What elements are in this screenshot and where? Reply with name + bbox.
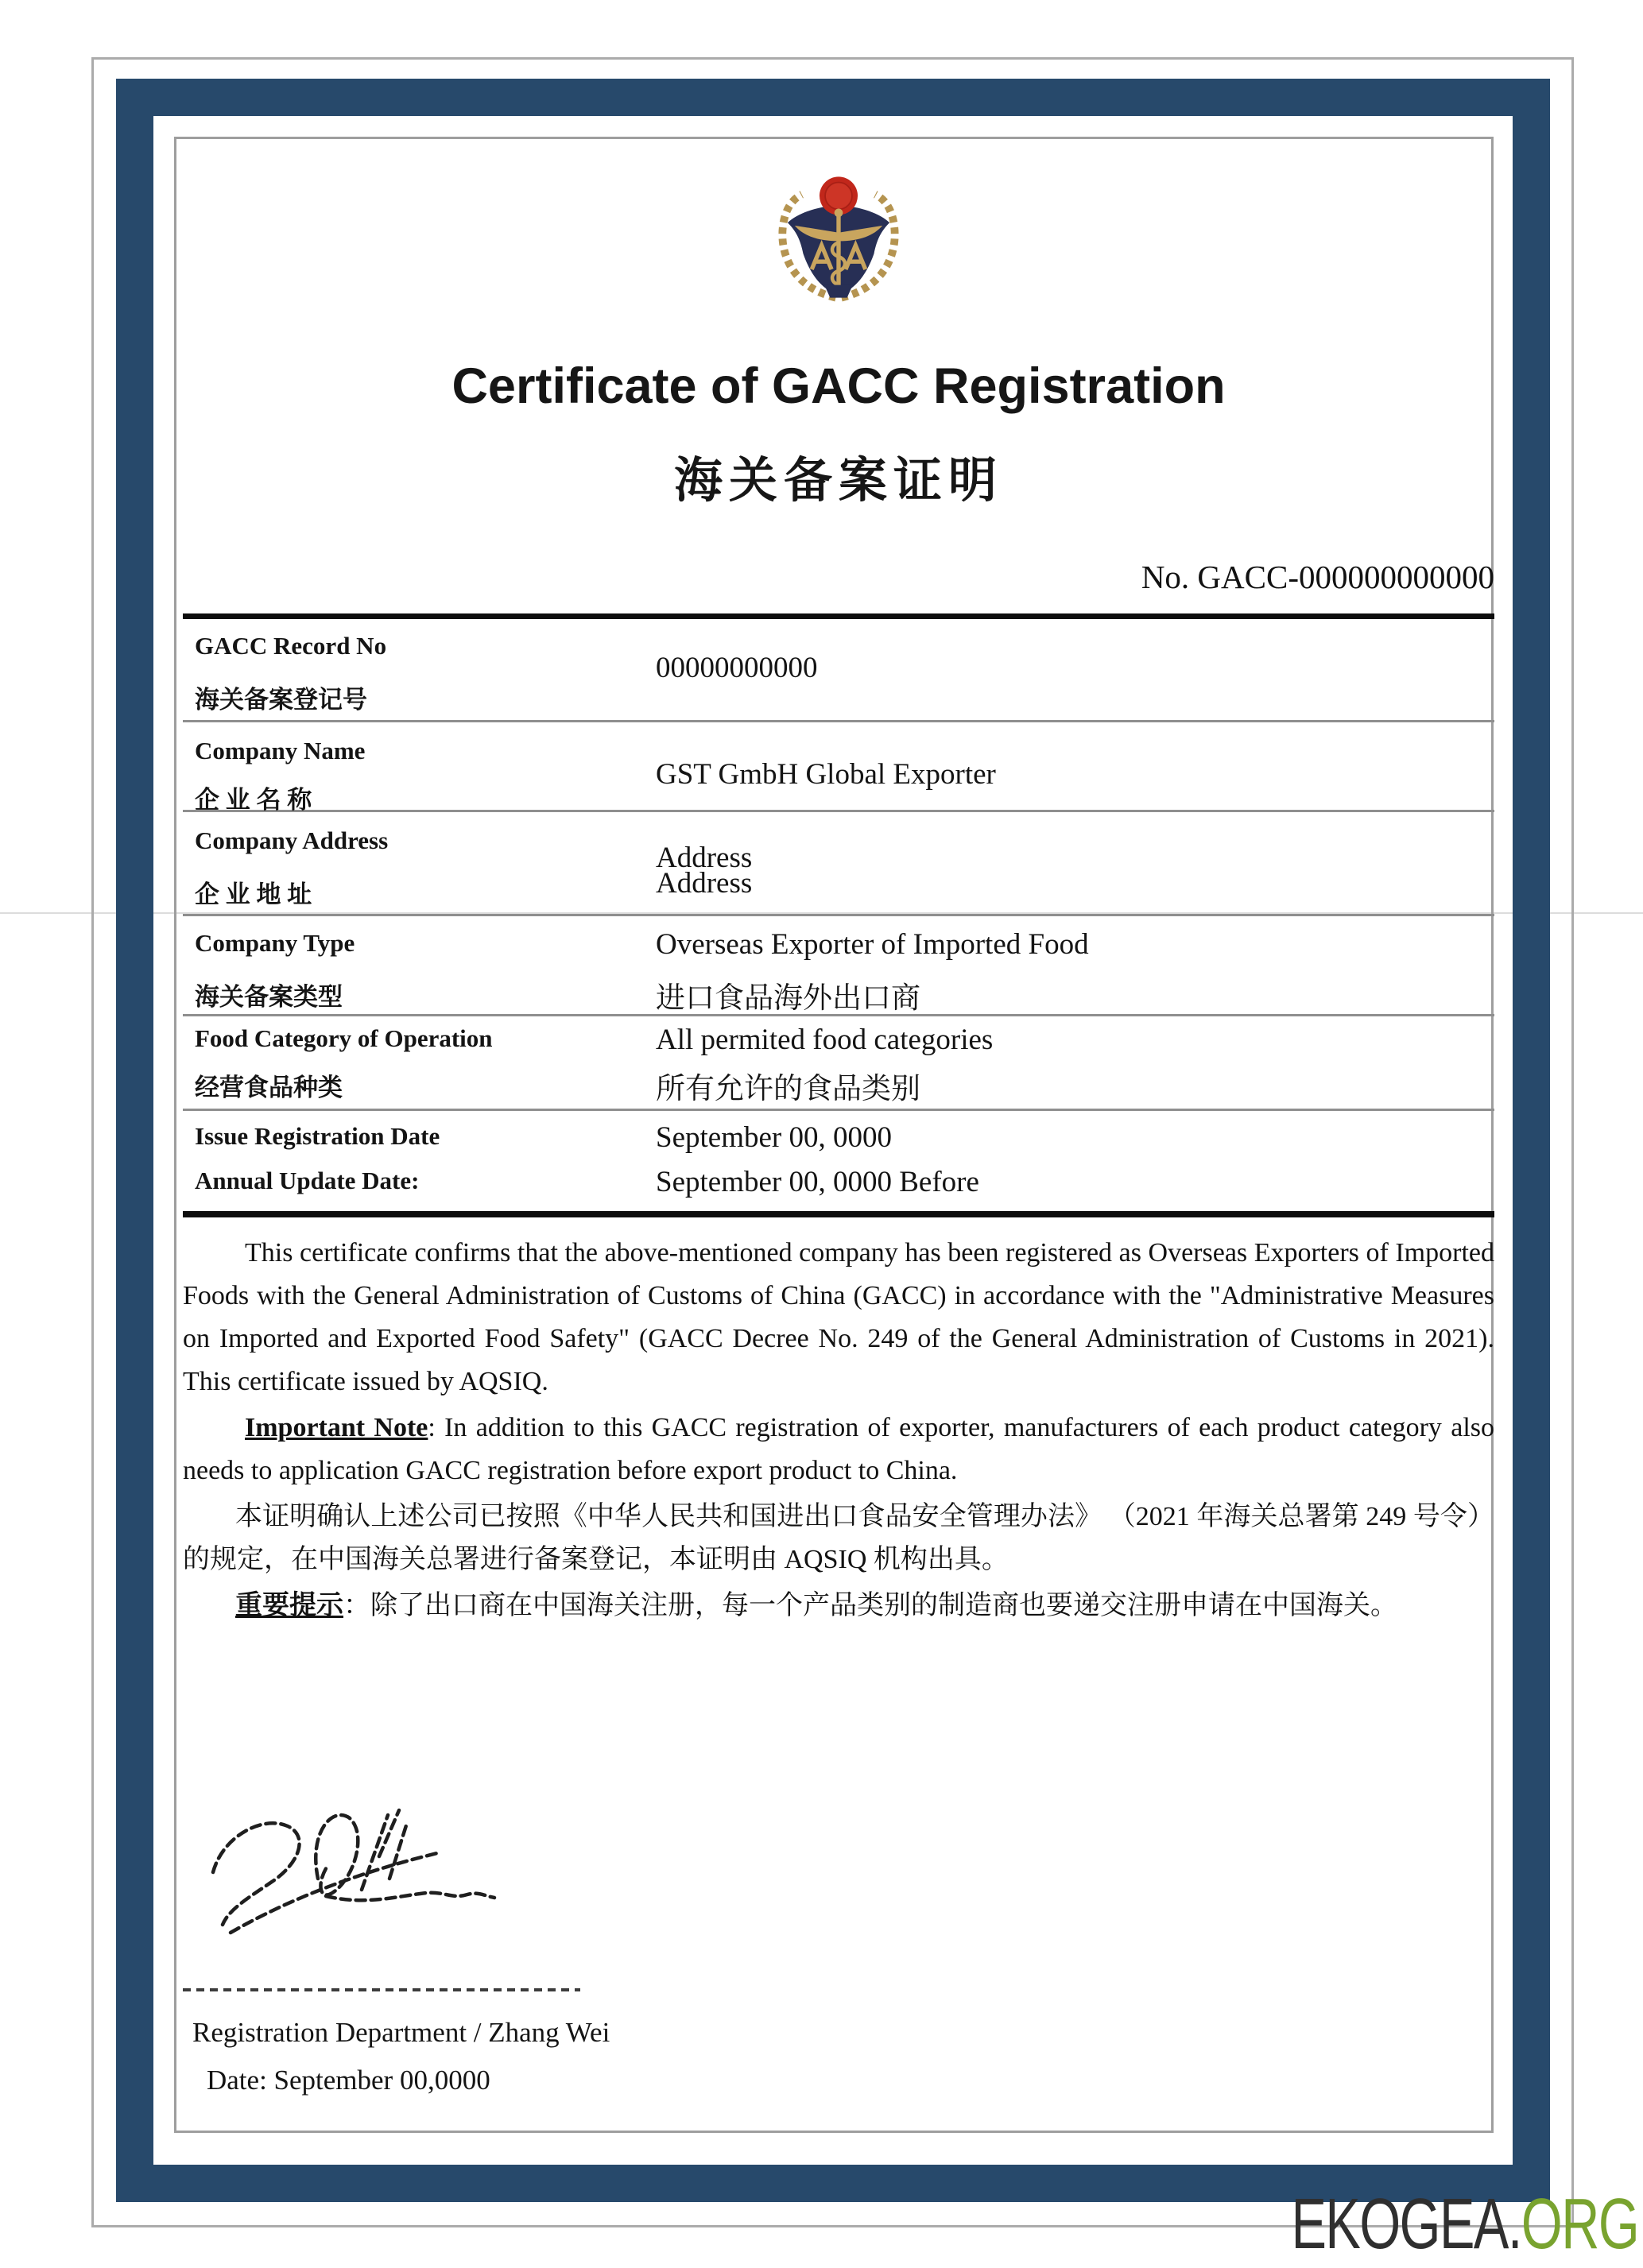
row-label-chinese: 经营食品种类 — [195, 1074, 343, 1101]
row-label-chinese: 海关备案登记号 — [195, 686, 367, 714]
important-note-english: Important Note: In addition to this GACC registration of exporter, manufacturers of each product category also needs to application GACC registration before export product to China. — [183, 1413, 1494, 1485]
certificate-body-text — [183, 1232, 1494, 1627]
row-value-chinese: 所有允许的食品类别 — [656, 1073, 920, 1105]
important-note-chinese: 重要提示：除了出口商在中国海关注册，每一个产品类别的制造商也要递交注册申请在中国海关。 — [235, 1591, 1397, 1620]
ekogea-watermark-tld: ORG — [1521, 2185, 1638, 2264]
important-note-label: Important Note — [245, 1413, 428, 1442]
table-row-gacc-record-no — [183, 619, 1494, 722]
issue-date-label: Issue Registration Date — [195, 1122, 440, 1150]
signature-date-line: Date: September 00,0000 — [207, 2065, 490, 2096]
row-value-line1: Address — [656, 842, 753, 874]
emblem-container — [183, 172, 1494, 307]
table-row-company-name — [183, 722, 1494, 812]
table-row-company-address — [183, 812, 1494, 916]
certificate-number: No. GACC-000000000000 — [1141, 559, 1494, 595]
certificate-title-chinese: 海关备案证明 — [673, 455, 1003, 508]
issue-date-value: September 00, 0000 — [656, 1121, 892, 1154]
ekogea-watermark-name: EKOGEA. — [1291, 2185, 1521, 2264]
annual-update-label: Annual Update Date: — [195, 1167, 420, 1194]
row-value-english: All permited food categories — [656, 1024, 994, 1056]
row-label-english: Food Category of Operation — [195, 1024, 493, 1052]
signature-divider-line — [183, 1988, 580, 1991]
row-label-chinese: 企 业 名 称 — [195, 786, 312, 814]
row-value-english: Overseas Exporter of Imported Food — [656, 928, 1089, 961]
row-value-line2: Address — [656, 867, 753, 900]
row-label-english: GACC Record No — [195, 632, 387, 660]
ekogea-watermark — [1291, 2184, 1638, 2266]
handwritten-signature-icon — [199, 1777, 612, 1960]
signature-container — [199, 1777, 612, 1960]
important-note-label-chinese: 重要提示 — [235, 1591, 343, 1620]
confirmation-paragraph-english: This certificate confirms that the above-mentioned company has been registered as Overseas Exporters of Imported Foods with the General Administration of Customs of China (GACC) in accordance with the "Administrative Measures on Imported and Exported Food Safety" (GACC Decree No. 249 of the General Administration of Customs in 2021). This certificate issued by AQSIQ. — [183, 1238, 1494, 1396]
row-value: GST GmbH Global Exporter — [656, 758, 996, 791]
table-row-dates — [183, 1111, 1494, 1211]
table-row-food-category — [183, 1016, 1494, 1111]
table-row-company-type — [183, 916, 1494, 1016]
china-customs-emblem-icon — [768, 172, 909, 303]
registration-details-table — [183, 613, 1494, 1217]
row-value: 00000000000 — [656, 652, 818, 684]
row-label-english: Company Name — [195, 737, 366, 764]
row-label-chinese: 企 业 地 址 — [195, 880, 312, 908]
certificate-content — [183, 0, 1494, 2268]
certificate-title-english: Certificate of GACC Registration — [451, 358, 1226, 414]
annual-update-value: September 00, 0000 Before — [656, 1166, 979, 1198]
row-label-chinese: 海关备案类型 — [195, 983, 343, 1011]
row-value-chinese: 进口食品海外出口商 — [656, 982, 920, 1015]
row-label-english: Company Address — [195, 826, 389, 854]
signatory-line: Registration Department / Zhang Wei — [192, 2017, 610, 2048]
row-label-english: Company Type — [195, 929, 355, 957]
confirmation-paragraph-chinese: 本证明确认上述公司已按照《中华人民共和国进出口食品安全管理办法》 （2021 年海关总署第 249 号令）的规定，在中国海关总署进行备案登记，本证明由 AQSIQ 机构出具。 — [183, 1502, 1494, 1574]
